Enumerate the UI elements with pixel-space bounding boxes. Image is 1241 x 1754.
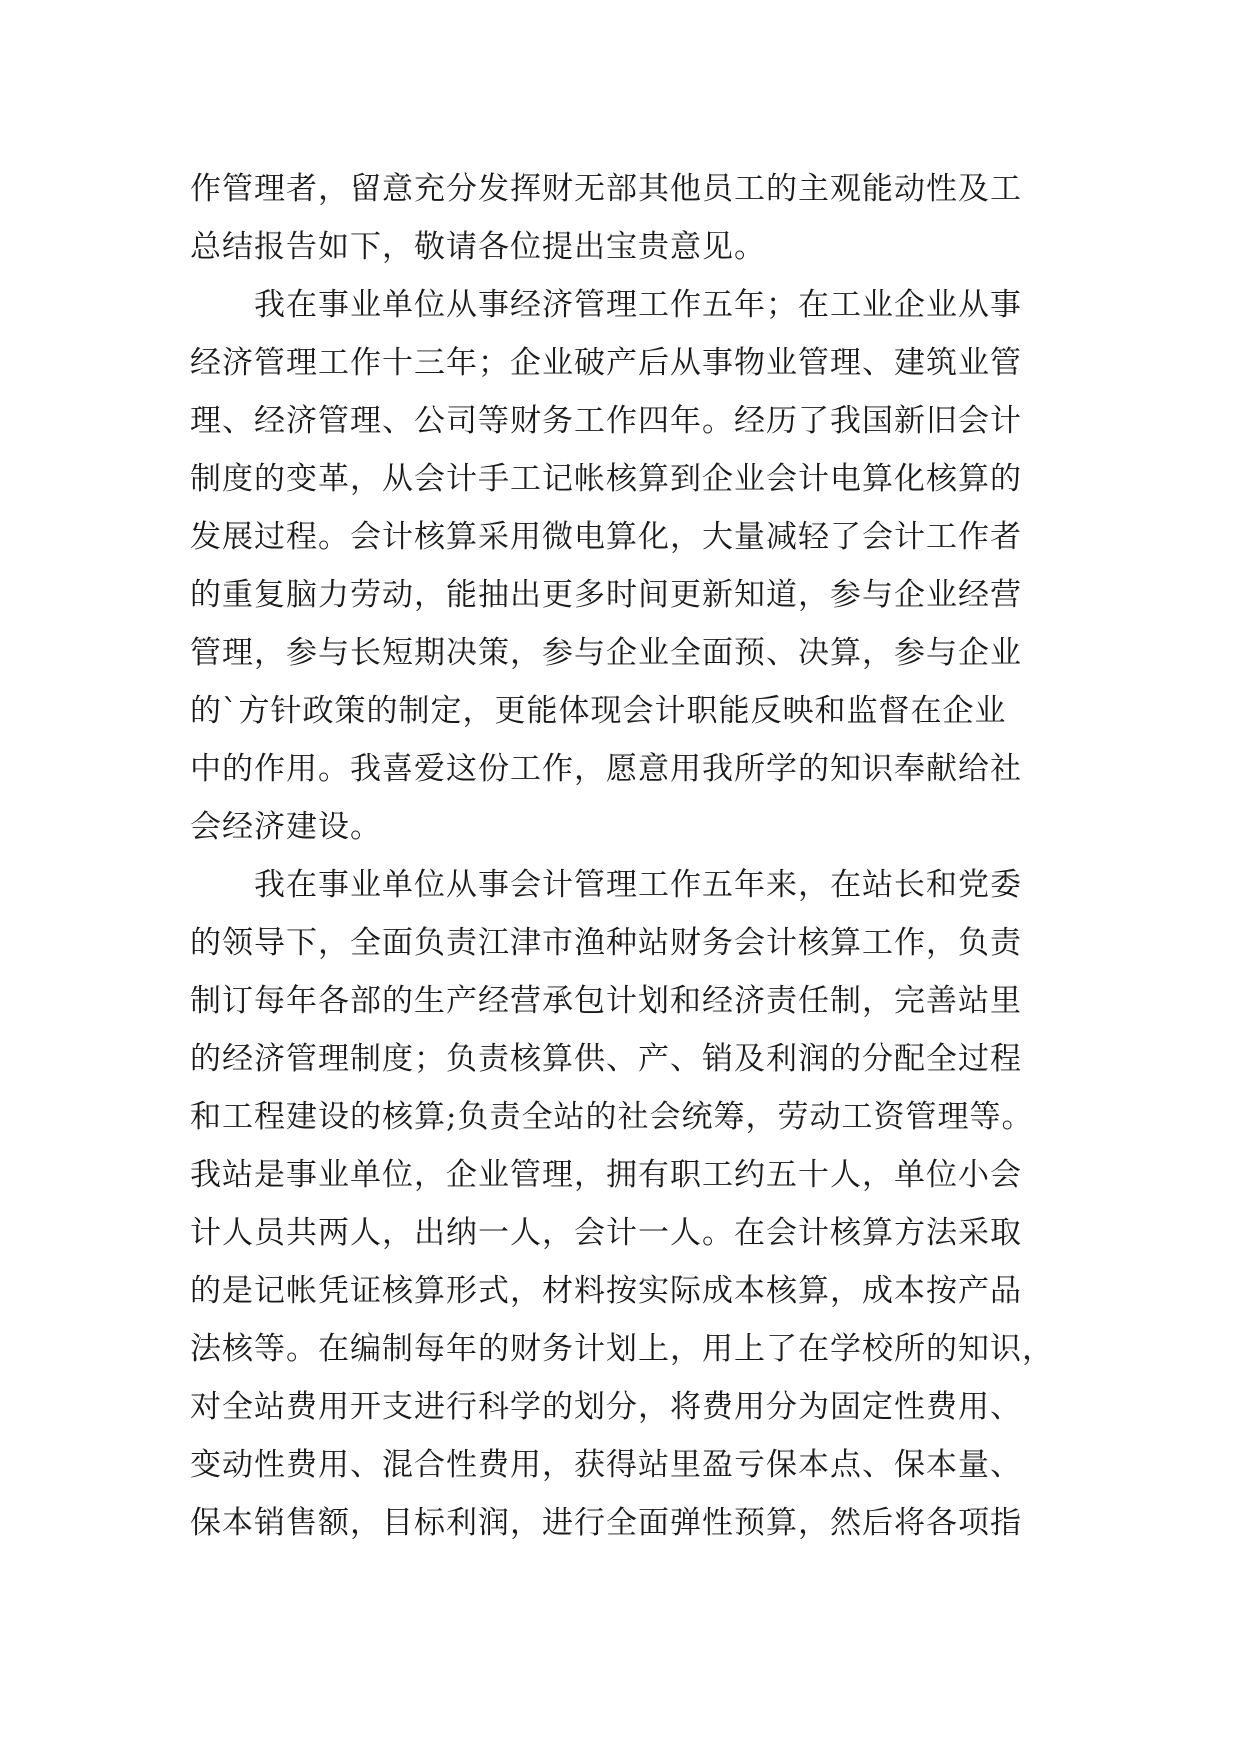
- text-line: 的重复脑力劳动，能抽出更多时间更新知道，参与企业经营: [190, 577, 1022, 613]
- body-text: [190, 160, 1060, 1552]
- text-line: 计人员共两人，出纳一人，会计一人。在会计核算方法采取: [190, 1215, 1022, 1251]
- text-line: 的领导下，全面负责江津市渔种站财务会计核算工作，负责: [190, 925, 1022, 961]
- text-line: 保本销售额，目标利润，进行全面弹性预算，然后将各项指: [190, 1505, 1022, 1541]
- text-line: 会经济建设。: [190, 809, 382, 845]
- text-line: 和工程建设的核算;负责全站的社会统筹，劳动工资管理等。: [190, 1099, 1034, 1135]
- text-line: 作管理者，留意充分发挥财无部其他员工的主观能动性及工: [190, 171, 1022, 207]
- text-line: 中的作用。我喜爱这份工作，愿意用我所学的知识奉献给社: [190, 751, 1022, 787]
- text-line: 经济管理工作十三年；企业破产后从事物业管理、建筑业管: [190, 345, 1022, 381]
- text-line: 法核等。在编制每年的财务计划上，用上了在学校所的知识，: [190, 1331, 1054, 1367]
- text-line: 总结报告如下，敬请各位提出宝贵意见。: [190, 229, 766, 265]
- text-line: 的是记帐凭证核算形式，材料按实际成本核算，成本按产品: [190, 1273, 1022, 1309]
- text-line: 理、经济管理、公司等财务工作四年。经历了我国新旧会计: [190, 403, 1022, 439]
- text-line: 变动性费用、混合性费用，获得站里盈亏保本点、保本量、: [190, 1447, 1022, 1483]
- text-line: 发展过程。会计核算采用微电算化，大量减轻了会计工作者: [190, 519, 1022, 555]
- text-line: 对全站费用开支进行科学的划分，将费用分为固定性费用、: [190, 1389, 1022, 1425]
- text-line: 制度的变革，从会计手工记帐核算到企业会计电算化核算的: [190, 461, 1022, 497]
- text-line: 我在事业单位从事经济管理工作五年；在工业企业从事: [190, 287, 1022, 323]
- text-line: 的`方针政策的制定，更能体现会计职能反映和监督在企业: [190, 693, 1007, 729]
- text-line: 制订每年各部的生产经营承包计划和经济责任制，完善站里: [190, 983, 1022, 1019]
- text-line: 我站是事业单位，企业管理，拥有职工约五十人，单位小会: [190, 1157, 1022, 1193]
- text-line: 的经济管理制度；负责核算供、产、销及利润的分配全过程: [190, 1041, 1022, 1077]
- text-line: 我在事业单位从事会计管理工作五年来，在站长和党委: [190, 867, 1022, 903]
- text-line: 管理，参与长短期决策，参与企业全面预、决算，参与企业: [190, 635, 1022, 671]
